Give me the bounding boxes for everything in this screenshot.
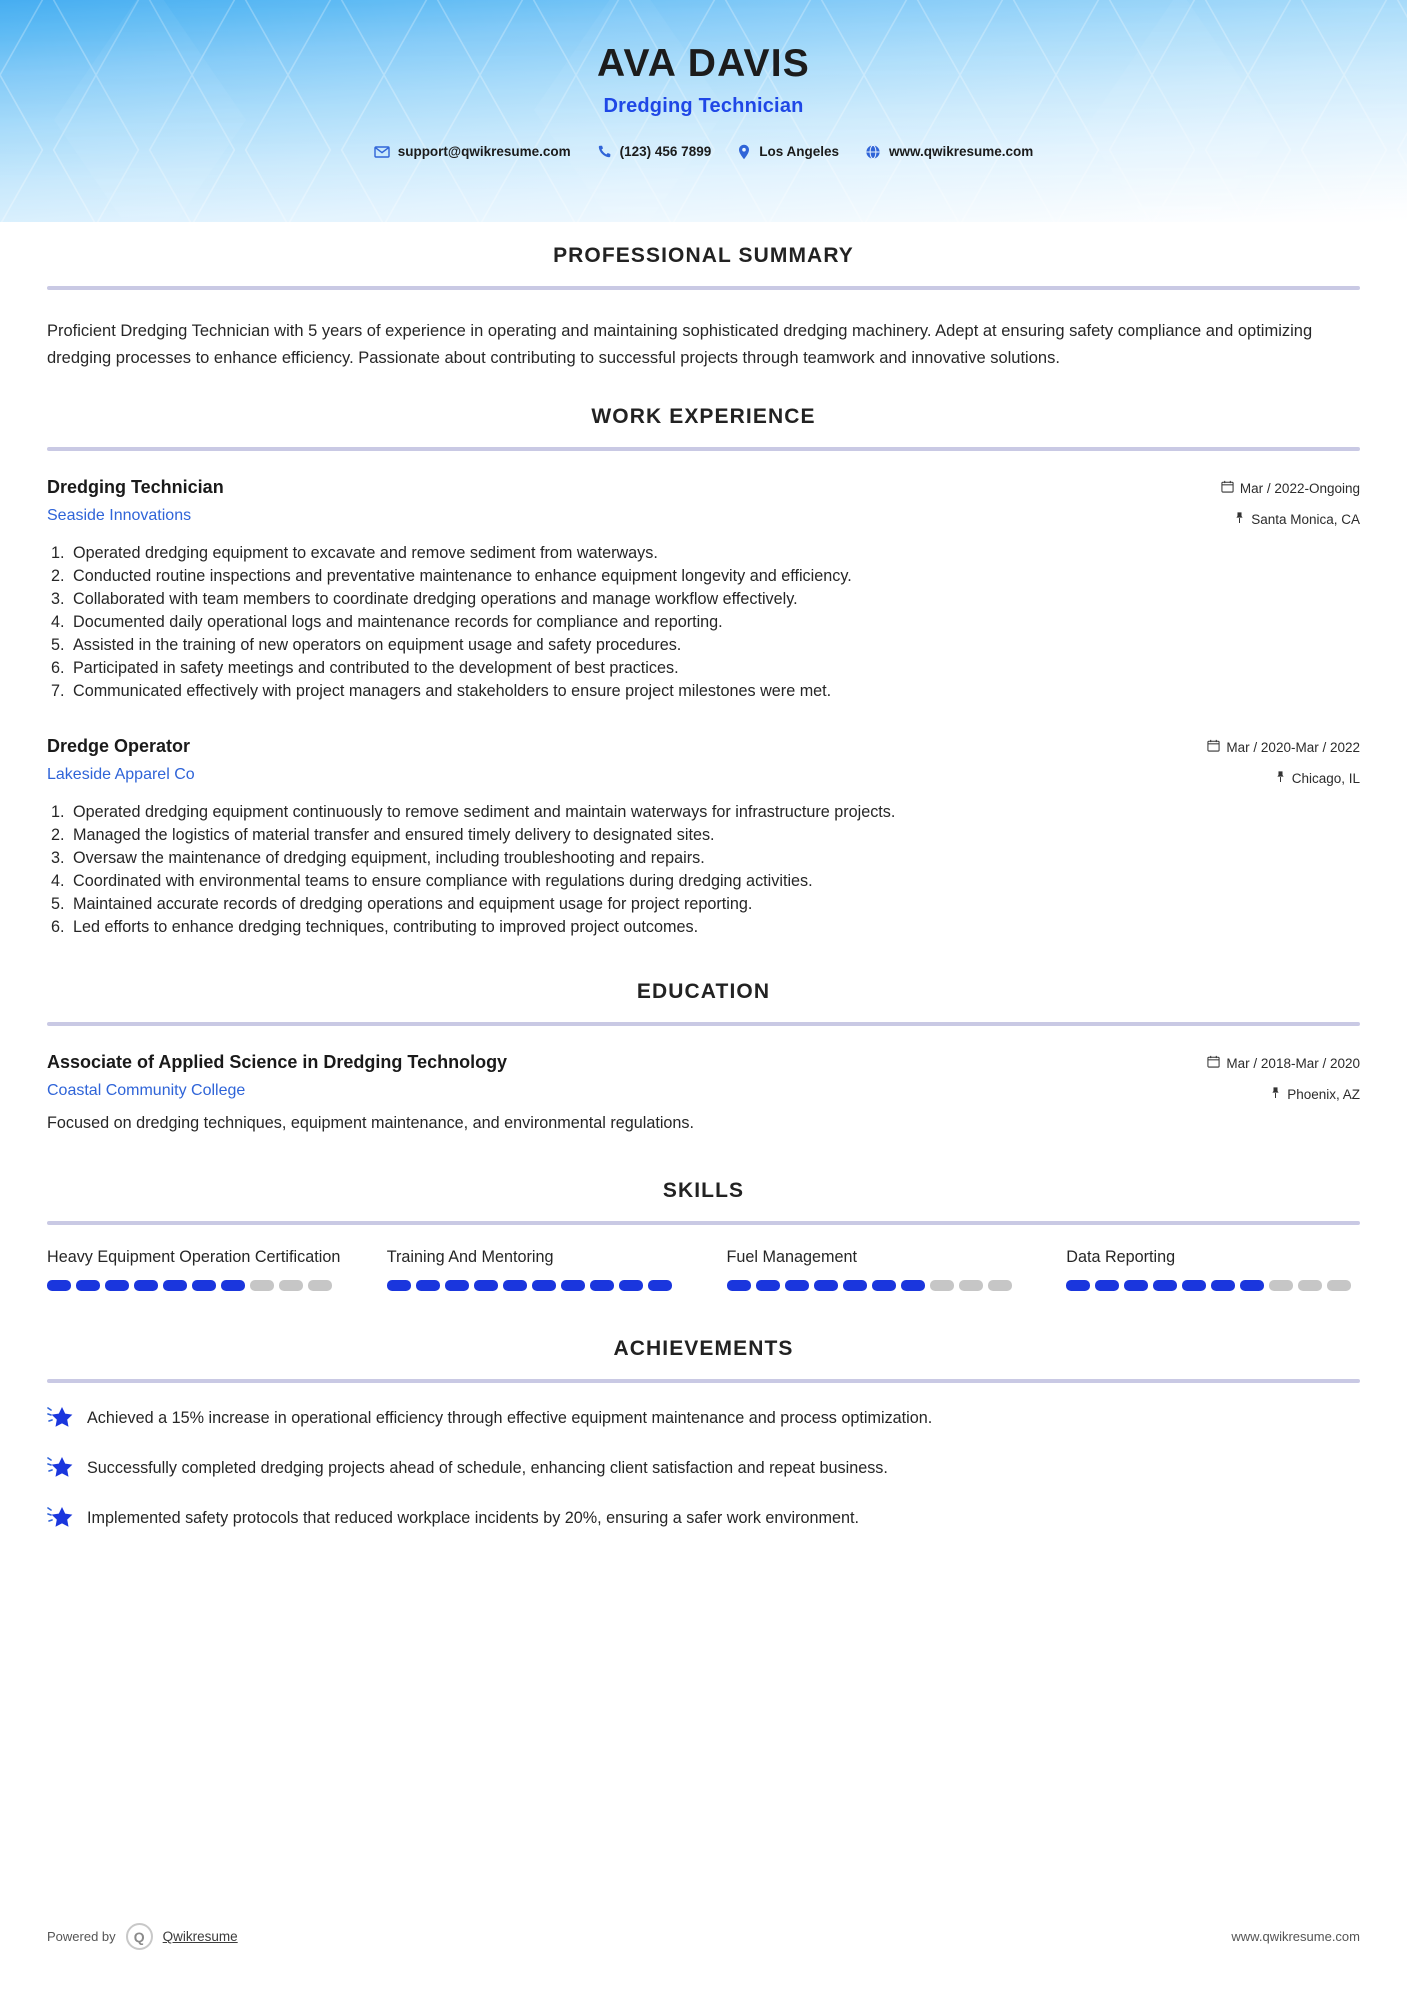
list-item: [47, 1405, 1360, 1434]
resume-header: [0, 0, 1407, 222]
resume-body: [0, 244, 1407, 1534]
rating-dot: [474, 1280, 498, 1291]
section-achievements: [47, 1337, 1360, 1534]
envelope-icon: [374, 144, 390, 160]
brand-link[interactable]: Qwikresume: [162, 1929, 238, 1944]
footer-website[interactable]: www.qwikresume.com: [1231, 1929, 1360, 1944]
rating-dot: [250, 1280, 274, 1291]
work-date-label: Mar / 2022-Ongoing: [1239, 480, 1360, 496]
work-organization[interactable]: Seaside Innovations: [47, 507, 192, 525]
rating-dot: [416, 1280, 440, 1291]
skill-rating: [1066, 1280, 1360, 1291]
rating-dot: [756, 1280, 780, 1291]
list-item: 4. Coordinated with environmental teams to ensure compliance with regulations during dredging activities.: [51, 871, 813, 890]
rating-dot: [1269, 1280, 1293, 1291]
rating-dot: [47, 1280, 71, 1291]
candidate-role: Dredging Technician: [603, 94, 804, 117]
skill-item: [1066, 1247, 1360, 1290]
rating-dot: [105, 1280, 129, 1291]
work-title: Dredge Operator: [47, 736, 191, 757]
rating-dot: [1298, 1280, 1322, 1291]
achievement-text: Implemented safety protocols that reduced workplace incidents by 20%, ensuring a safer work environment.: [87, 1508, 860, 1527]
contact-location-label: Los Angeles: [759, 144, 839, 160]
rating-dot: [930, 1280, 954, 1291]
section-professional-summary: [47, 244, 1360, 371]
list-item: 4. Documented daily operational logs and maintenance records for compliance and reporting.: [51, 612, 723, 631]
qwikresume-logo-icon: Q: [126, 1923, 153, 1950]
skill-label: Training And Mentoring: [386, 1248, 554, 1267]
rating-dot: [901, 1280, 925, 1291]
rating-dot: [76, 1280, 100, 1291]
work-location: [1221, 511, 1360, 527]
rating-dot: [387, 1280, 411, 1291]
section-title-education: EDUCATION: [636, 980, 771, 1004]
work-location-label: Santa Monica, CA: [1251, 511, 1360, 527]
list-item: 6. Participated in safety meetings and contributed to the development of best practices.: [51, 658, 679, 677]
star-icon: [47, 1505, 73, 1534]
section-divider: [47, 1379, 1360, 1383]
education-institution[interactable]: Coastal Community College: [47, 1082, 246, 1100]
rating-dot: [134, 1280, 158, 1291]
work-organization[interactable]: Lakeside Apparel Co: [47, 766, 195, 784]
calendar-icon: [1221, 480, 1234, 496]
work-date: [1221, 480, 1360, 496]
skill-label: Fuel Management: [726, 1248, 857, 1267]
contact-phone-label: (123) 456 7899: [619, 144, 712, 160]
skill-item: [387, 1247, 681, 1290]
skill-label: Heavy Equipment Operation Certification: [47, 1248, 341, 1267]
contact-phone[interactable]: [584, 144, 725, 159]
star-icon: [47, 1455, 73, 1484]
calendar-icon: [1207, 1055, 1220, 1071]
education-degree: Associate of Applied Science in Dredging Technology: [47, 1052, 508, 1073]
rating-dot: [1124, 1280, 1148, 1291]
skill-item: [727, 1247, 1021, 1290]
work-location: [1207, 770, 1360, 786]
education-location-label: Phoenix, AZ: [1287, 1086, 1360, 1102]
rating-dot: [1153, 1280, 1177, 1291]
rating-dot: [590, 1280, 614, 1291]
star-icon: [47, 1405, 73, 1434]
phone-icon: [597, 144, 612, 159]
rating-dot: [814, 1280, 838, 1291]
work-entry: [47, 736, 1360, 938]
contact-website-label: www.qwikresume.com: [889, 144, 1034, 160]
achievement-list: [47, 1405, 1360, 1534]
list-item: 1. Operated dredging equipment to excavate and remove sediment from waterways.: [51, 544, 658, 563]
rating-dot: [503, 1280, 527, 1291]
powered-by-label: Powered by: [47, 1929, 116, 1944]
page-footer: [47, 1923, 1360, 1950]
work-entry: [47, 477, 1360, 702]
rating-dot: [1211, 1280, 1235, 1291]
education-note: Focused on dredging techniques, equipment maintenance, and environmental regulations.: [47, 1114, 695, 1133]
skills-grid: [47, 1247, 1360, 1290]
list-item: 2. Managed the logistics of material transfer and ensured timely delivery to designated sites.: [51, 826, 715, 845]
rating-dot: [872, 1280, 896, 1291]
list-item: 5. Maintained accurate records of dredging operations and equipment usage for project reporting.: [51, 894, 753, 913]
pin-icon: [1270, 1086, 1281, 1102]
section-title-work: WORK EXPERIENCE: [591, 405, 816, 429]
rating-dot: [445, 1280, 469, 1291]
section-divider: [47, 1022, 1360, 1026]
skill-rating: [727, 1280, 1021, 1291]
achievement-text: Successfully completed dredging projects ahead of schedule, enhancing client satisfaction and repeat business.: [87, 1458, 888, 1477]
education-date-label: Mar / 2018-Mar / 2020: [1226, 1055, 1360, 1071]
list-item: 7. Communicated effectively with project managers and stakeholders to ensure project milestones were met.: [51, 681, 832, 700]
rating-dot: [308, 1280, 332, 1291]
work-date: [1207, 739, 1360, 755]
rating-dot: [1095, 1280, 1119, 1291]
rating-dot: [1182, 1280, 1206, 1291]
contact-website[interactable]: [852, 144, 1046, 160]
list-item: [47, 1505, 1360, 1534]
rating-dot: [561, 1280, 585, 1291]
map-pin-icon: [737, 144, 751, 160]
achievement-text: Achieved a 15% increase in operational efficiency through effective equipment maintenance and process optimization.: [87, 1408, 933, 1427]
rating-dot: [532, 1280, 556, 1291]
candidate-name: AVA DAVIS: [596, 42, 811, 85]
work-bullet-list: [47, 542, 1360, 702]
skill-rating: [387, 1280, 681, 1291]
work-location-label: Chicago, IL: [1291, 770, 1360, 786]
rating-dot: [1066, 1280, 1090, 1291]
rating-dot: [619, 1280, 643, 1291]
rating-dot: [1327, 1280, 1351, 1291]
rating-dot: [727, 1280, 751, 1291]
section-skills: [47, 1179, 1360, 1290]
list-item: 3. Collaborated with team members to coordinate dredging operations and manage workflow effectively.: [51, 590, 798, 609]
rating-dot: [1240, 1280, 1264, 1291]
section-title-achievements: ACHIEVEMENTS: [613, 1336, 794, 1360]
contact-email[interactable]: [361, 144, 584, 160]
section-work-experience: [47, 405, 1360, 938]
rating-dot: [959, 1280, 983, 1291]
section-title-summary: PROFESSIONAL SUMMARY: [553, 244, 854, 267]
education-date: [1207, 1055, 1360, 1071]
skill-label: Data Reporting: [1066, 1248, 1176, 1267]
calendar-icon: [1207, 739, 1220, 755]
summary-text: Proficient Dredging Technician with 5 years of experience in operating and maintaining sophisticated dredging machinery. Adept at ensuring safety compliance and optimizing dredging processes to enhance efficiency. Passionate about contributing to successful projects through teamwork and innovative solutions.: [47, 322, 1313, 367]
rating-dot: [785, 1280, 809, 1291]
section-divider: [47, 447, 1360, 451]
rating-dot: [192, 1280, 216, 1291]
list-item: 6. Led efforts to enhance dredging techniques, contributing to improved project outcomes.: [51, 917, 699, 936]
rating-dot: [843, 1280, 867, 1291]
contact-email-label: support@qwikresume.com: [397, 144, 571, 160]
list-item: 1. Operated dredging equipment continuously to remove sediment and maintain waterways for infrastructure projects.: [51, 803, 896, 822]
work-date-label: Mar / 2020-Mar / 2022: [1226, 739, 1360, 755]
pin-icon: [1275, 770, 1286, 786]
contact-location[interactable]: [724, 144, 852, 160]
section-divider: [47, 1221, 1360, 1225]
list-item: 3. Oversaw the maintenance of dredging equipment, including troubleshooting and repairs.: [51, 849, 705, 868]
section-education: [47, 980, 1360, 1133]
education-entry: [47, 1052, 1360, 1133]
section-title-skills: SKILLS: [662, 1179, 745, 1203]
rating-dot: [648, 1280, 672, 1291]
contact-row: [0, 144, 1407, 160]
rating-dot: [221, 1280, 245, 1291]
work-title: Dredging Technician: [47, 477, 224, 498]
globe-icon: [865, 144, 881, 160]
rating-dot: [279, 1280, 303, 1291]
education-location: [1207, 1086, 1360, 1102]
rating-dot: [163, 1280, 187, 1291]
list-item: 5. Assisted in the training of new operators on equipment usage and safety procedures.: [51, 635, 682, 654]
skill-rating: [47, 1280, 341, 1291]
list-item: [47, 1455, 1360, 1484]
work-bullet-list: [47, 801, 1360, 938]
pin-icon: [1234, 511, 1245, 527]
list-item: 2. Conducted routine inspections and preventative maintenance to enhance equipment longevity and efficiency.: [51, 567, 852, 586]
skill-item: [47, 1247, 341, 1290]
section-divider: [47, 286, 1360, 290]
rating-dot: [988, 1280, 1012, 1291]
